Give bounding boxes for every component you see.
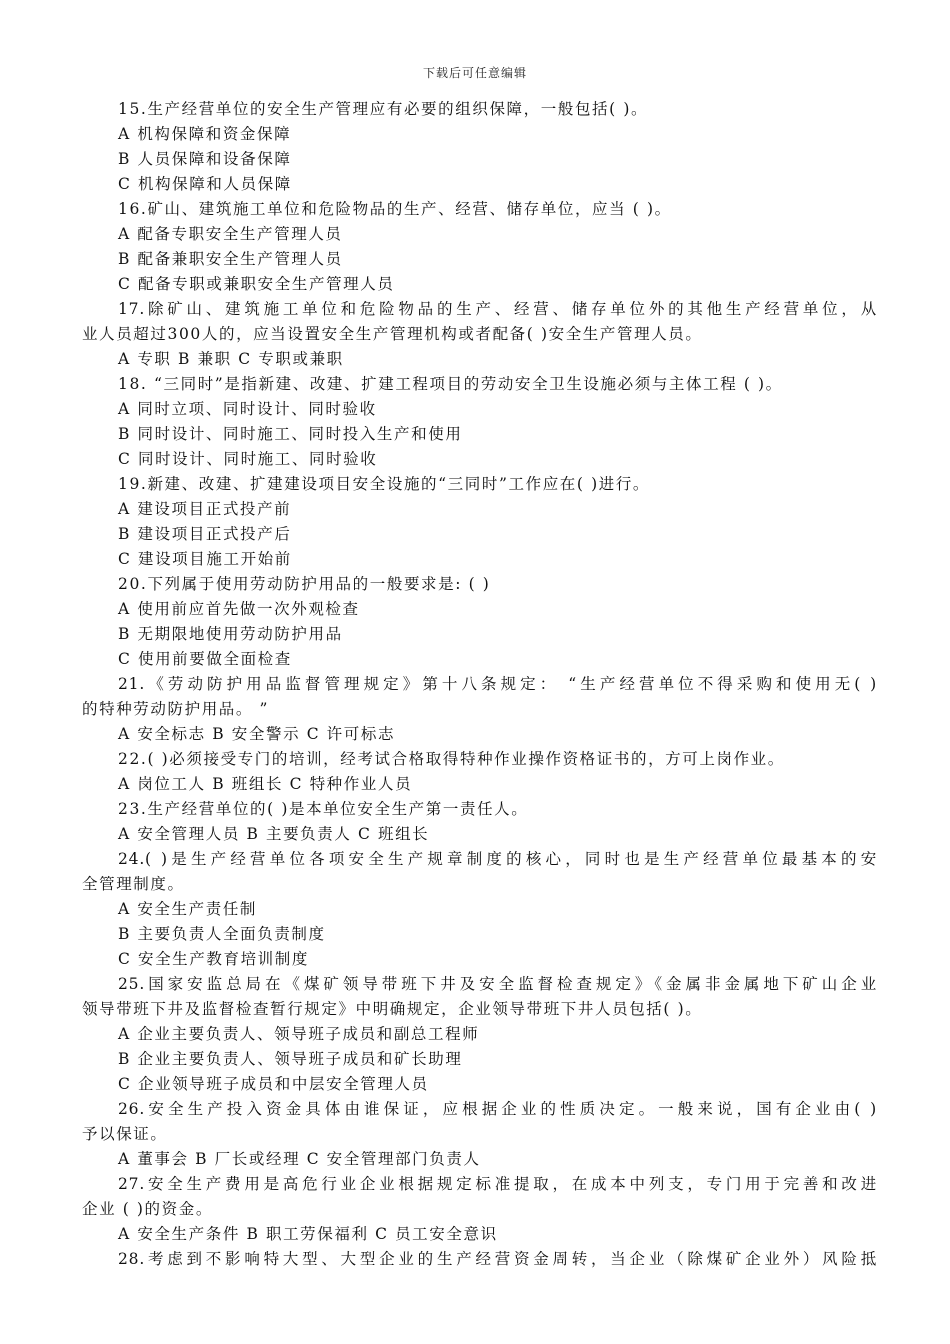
answer-option: A 机构保障和资金保障 <box>118 125 292 143</box>
page-header: 下载后可任意编辑 <box>422 66 527 80</box>
answer-option: B 无期限地使用劳动防护用品 <box>118 625 343 643</box>
question-text: 26.安全生产投入资金具体由谁保证，应根据企业的性质决定。一般来说，国有企业由( ) <box>118 1100 877 1118</box>
answer-option: A 使用前应首先做一次外观检查 <box>118 600 360 618</box>
question-text: 24.( )是生产经营单位各项安全生产规章制度的核心，同时也是生产经营单位最基本的安 <box>118 850 877 868</box>
answer-option: A 安全生产责任制 <box>118 900 258 918</box>
answer-option: A 配备专职安全生产管理人员 <box>118 225 343 243</box>
question-text: 15.生产经营单位的安全生产管理应有必要的组织保障，一般包括( )。 <box>118 100 649 118</box>
question-text: 18. “三同时”是指新建、改建、扩建工程项目的劳动安全卫生设施必须与主体工程 ( )。 <box>118 375 783 393</box>
answer-option: B 人员保障和设备保障 <box>118 150 292 168</box>
answer-option: A 建设项目正式投产前 <box>118 500 292 518</box>
question-continuation: 全管理制度。 <box>82 875 185 893</box>
question-continuation: 的特种劳动防护用品。 ” <box>82 700 270 718</box>
answer-option: C 建设项目施工开始前 <box>118 550 292 568</box>
answer-option: A 安全标志 B 安全警示 C 许可标志 <box>118 725 396 743</box>
answer-option: A 董事会 B 厂长或经理 C 安全管理部门负责人 <box>118 1150 481 1168</box>
answer-option: B 企业主要负责人、领导班子成员和矿长助理 <box>118 1050 463 1068</box>
answer-option: C 使用前要做全面检查 <box>118 650 292 668</box>
answer-option: A 岗位工人 B 班组长 C 特种作业人员 <box>118 775 413 793</box>
answer-option: C 机构保障和人员保障 <box>118 175 292 193</box>
answer-option: C 同时设计、同时施工、同时验收 <box>118 450 378 468</box>
answer-option: C 安全生产教育培训制度 <box>118 950 309 968</box>
answer-option: C 配备专职或兼职安全生产管理人员 <box>118 275 395 293</box>
question-text: 19.新建、改建、扩建建设项目安全设施的“三同时”工作应在( )进行。 <box>118 475 651 493</box>
answer-option: A 安全管理人员 B 主要负责人 C 班组长 <box>118 825 430 843</box>
answer-option: B 主要负责人全面负责制度 <box>118 925 326 943</box>
question-text: 21.《劳动防护用品监督管理规定》第十八条规定： “生产经营单位不得采购和使用无( ) <box>118 675 877 693</box>
question-text: 22.( )必须接受专门的培训，经考试合格取得特种作业操作资格证书的，方可上岗作业。 <box>118 750 785 768</box>
answer-option: A 专职 B 兼职 C 专职或兼职 <box>118 350 344 368</box>
answer-option: B 建设项目正式投产后 <box>118 525 292 543</box>
question-continuation: 领导带班下井及监督检查暂行规定》中明确规定，企业领导带班下井人员包括( )。 <box>82 1000 703 1018</box>
question-text: 16.矿山、建筑施工单位和危险物品的生产、经营、储存单位，应当 ( )。 <box>118 200 672 218</box>
answer-option: C 企业领导班子成员和中层安全管理人员 <box>118 1075 429 1093</box>
question-text: 28.考虑到不影响特大型、大型企业的生产经营资金周转，当企业（除煤矿企业外）风险抵 <box>118 1250 877 1268</box>
question-text: 20.下列属于使用劳动防护用品的一般要求是: ( ) <box>118 575 491 593</box>
answer-option: A 企业主要负责人、领导班子成员和副总工程师 <box>118 1025 480 1043</box>
question-text: 23.生产经营单位的( )是本单位安全生产第一责任人。 <box>118 800 529 818</box>
question-continuation: 业人员超过300人的，应当设置安全生产管理机构或者配备( )安全生产管理人员。 <box>82 325 703 343</box>
answer-option: A 安全生产条件 B 职工劳保福利 C 员工安全意识 <box>118 1225 498 1243</box>
question-continuation: 企业 ( )的资金。 <box>82 1200 213 1218</box>
answer-option: A 同时立项、同时设计、同时验收 <box>118 400 377 418</box>
question-continuation: 予以保证。 <box>82 1125 168 1143</box>
question-text: 25.国家安监总局在《煤矿领导带班下井及安全监督检查规定》《金属非金属地下矿山企业 <box>118 975 877 993</box>
question-text: 17.除矿山、建筑施工单位和危险物品的生产、经营、储存单位外的其他生产经营单位，从 <box>118 300 877 318</box>
answer-option: B 配备兼职安全生产管理人员 <box>118 250 343 268</box>
answer-option: B 同时设计、同时施工、同时投入生产和使用 <box>118 425 463 443</box>
document-body <box>82 97 877 1272</box>
question-text: 27.安全生产费用是高危行业企业根据规定标准提取，在成本中列支，专门用于完善和改进 <box>118 1175 877 1193</box>
